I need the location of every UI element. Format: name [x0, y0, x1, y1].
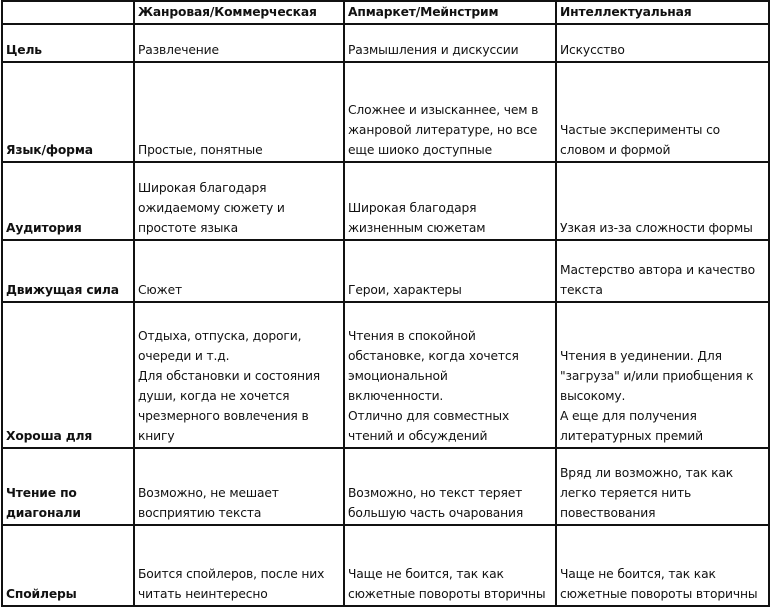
table-cell: Размышления и дискуссии [344, 24, 556, 62]
header-cell-upmarket: Апмаркет/Мейнстрим [344, 1, 556, 24]
table-row [2, 525, 769, 606]
row-label: Аудитория [2, 162, 134, 240]
table-cell: Широкая благодаря жизненным сюжетам [344, 162, 556, 240]
comparison-table [1, 0, 770, 607]
header-cell-genre: Жанровая/Коммерческая [134, 1, 344, 24]
row-label: Чтение по диагонали [2, 448, 134, 525]
header-cell-literary: Интеллектуальная [556, 1, 769, 24]
table-cell: Боится спойлеров, после них читать неинтересно [134, 525, 344, 606]
table-cell: Развлечение [134, 24, 344, 62]
table-row [2, 302, 769, 448]
table-cell: Простые, понятные [134, 62, 344, 162]
row-label: Язык/форма [2, 62, 134, 162]
table-cell: Чаще не боится, так как сюжетные повороты вторичны [344, 525, 556, 606]
table-cell: Чаще не боится, так как сюжетные повороты вторичны [556, 525, 769, 606]
table-row [2, 240, 769, 302]
table-row [2, 62, 769, 162]
row-label: Цель [2, 24, 134, 62]
table-cell: Сюжет [134, 240, 344, 302]
table-cell: Герои, характеры [344, 240, 556, 302]
table-cell: Сложнее и изысканнее, чем в жанровой литературе, но все еще шиоко доступные [344, 62, 556, 162]
table-cell: Возможно, не мешает восприятию текста [134, 448, 344, 525]
table-cell: Широкая благодаря ожидаемому сюжету и простоте языка [134, 162, 344, 240]
row-label: Движущая сила [2, 240, 134, 302]
table-cell: Чтения в уединении. Для "загруза" и/или приобщения к высокому. А еще для получения литературных премий [556, 302, 769, 448]
table-row [2, 24, 769, 62]
header-row [2, 1, 769, 24]
table-cell: Возможно, но текст теряет большую часть очарования [344, 448, 556, 525]
table-row [2, 162, 769, 240]
table-cell: Частые эксперименты со словом и формой [556, 62, 769, 162]
table-cell: Искусство [556, 24, 769, 62]
header-cell-empty [2, 1, 134, 24]
table-cell: Узкая из-за сложности формы [556, 162, 769, 240]
table-cell: Мастерство автора и качество текста [556, 240, 769, 302]
row-label: Спойлеры [2, 525, 134, 606]
table-cell: Вряд ли возможно, так как легко теряется нить повествования [556, 448, 769, 525]
row-label: Хороша для [2, 302, 134, 448]
table-row [2, 448, 769, 525]
table-cell: Отдыха, отпуска, дороги, очереди и т.д. Для обстановки и состояния души, когда не хочется чрезмерного вовлечения в книгу [134, 302, 344, 448]
table-cell: Чтения в спокойной обстановке, когда хочется эмоциональной включенности. Отлично для совместных чтений и обсуждений [344, 302, 556, 448]
